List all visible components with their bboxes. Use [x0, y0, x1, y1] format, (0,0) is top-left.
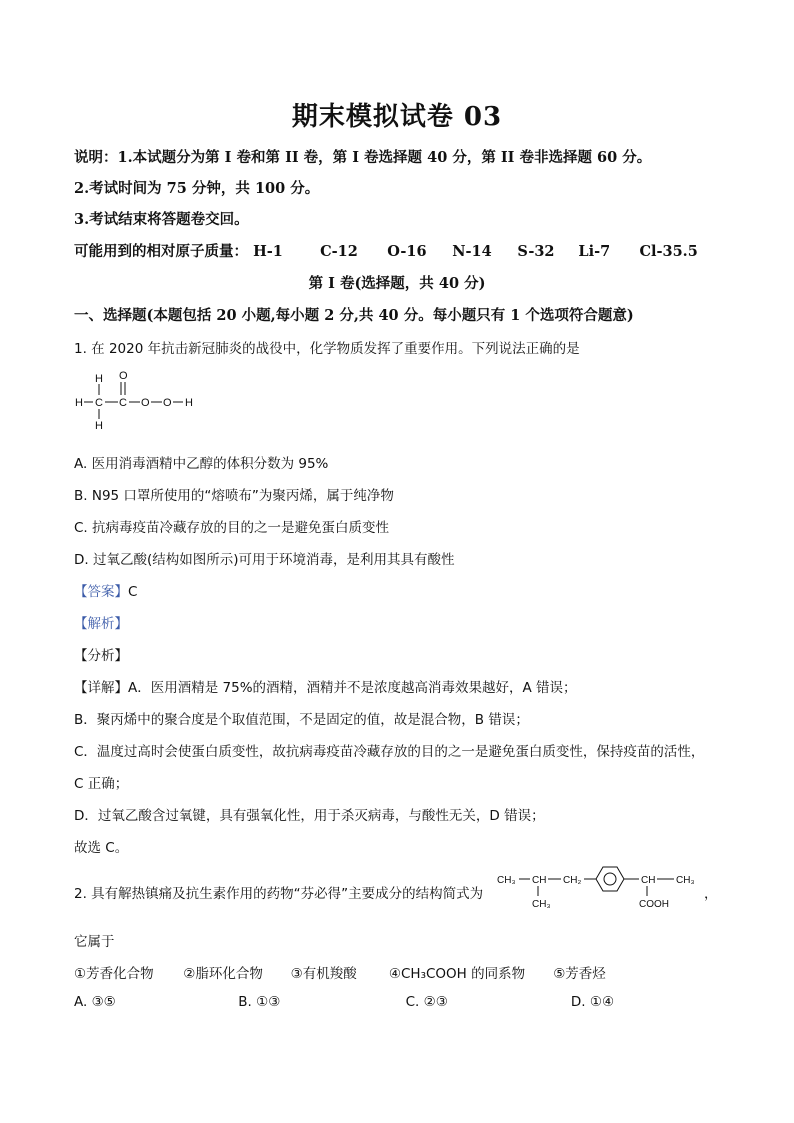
q2-choice-b: B. ①③: [238, 994, 281, 1010]
atom-o-carbonyl: O: [119, 370, 128, 382]
atomic-masses-label: 可能用到的相对原子质量：: [74, 243, 248, 260]
q1-detail-c1: C．温度过高时会使蛋白质变性，故抗病毒疫苗冷藏存放的目的之一是避免蛋白质变性，保持疫苗的活性，: [74, 744, 705, 760]
q1-detail-b: B．聚丙烯中的聚合度是个取值范围，不是固定的值，故是混合物，B 错误；: [74, 712, 529, 728]
q2-choice-a: A. ③⑤: [74, 994, 116, 1010]
mass-o: O-16: [387, 243, 427, 260]
q1-detail-d: D．过氧乙酸含过氧键，具有强氧化性，用于杀灭病毒，与酸性无关，D 错误；: [74, 808, 545, 824]
q1-option-a: A. 医用消毒酒精中乙醇的体积分数为 95%: [74, 456, 329, 472]
atomic-masses: [74, 240, 698, 261]
mass-cl: Cl-35.5: [639, 243, 698, 260]
q2-choices: [74, 994, 614, 1010]
atom-h-top: H: [95, 373, 103, 385]
atom-h-bottom: H: [95, 420, 103, 432]
mass-h: H-1: [253, 243, 283, 260]
q2-item-2: ②脂环化合物: [183, 966, 263, 982]
atom-h-left: H: [75, 397, 83, 409]
atom-c1: C: [95, 397, 103, 409]
section-heading: 一、选择题(本题包括 20 小题,每小题 2 分,共 40 分。每小题只有 1 个选项符合题意): [74, 307, 634, 324]
mass-c: C-12: [320, 243, 358, 260]
q2-stem-end: ，: [704, 886, 718, 902]
fenxi-tag: 【分析】: [74, 648, 128, 664]
ibuprofen-structure: [494, 866, 706, 916]
atom-o2: O: [163, 397, 172, 409]
label-ch3-left: CH₃: [497, 875, 516, 886]
mass-li: Li-7: [578, 243, 611, 260]
instruction-note-3: 3.考试结束将答题卷交回。: [74, 211, 249, 228]
atom-o1: O: [141, 397, 150, 409]
label-cooh: COOH: [639, 899, 669, 910]
question-2-stem-2: 它属于: [74, 934, 115, 950]
q2-item-4: ④CH₃COOH 的同系物: [388, 966, 526, 982]
analysis-tag: 【解析】: [74, 616, 128, 632]
q1-option-d: D. 过氧乙酸(结构如图所示)可用于环境消毒，是利用其具有酸性: [74, 552, 455, 568]
q2-item-3: ③有机羧酸: [290, 966, 357, 982]
detail-a-text: A．医用酒精是 75%的酒精，酒精并不是浓度越高消毒效果越好，A 错误；: [128, 680, 577, 696]
q2-item-5: ⑤芳香烃: [553, 966, 606, 982]
label-ch-alpha: CH: [641, 875, 656, 886]
q2-items: [74, 962, 606, 982]
label-ch3-right: CH₃: [676, 875, 695, 886]
q1-detail-c2: C 正确；: [74, 776, 129, 792]
instruction-note-1: 说明：1.本试题分为第 I 卷和第 II 卷，第 I 卷选择题 40 分，第 II 卷非选择题 60 分。: [74, 149, 652, 166]
q2-choice-d: D. ①④: [570, 994, 615, 1010]
detail-tag: 【详解】: [74, 680, 128, 696]
volume-heading: 第 I 卷(选择题，共 40 分): [308, 275, 486, 292]
q1-option-c: C. 抗病毒疫苗冷藏存放的目的之一是避免蛋白质变性: [74, 520, 390, 536]
question-1-stem: 1. 在 2020 年抗击新冠肺炎的战役中，化学物质发挥了重要作用。下列说法正确的是: [74, 341, 580, 357]
peracetic-acid-structure: [72, 366, 202, 432]
answer-tag: 【答案】: [74, 584, 128, 600]
label-ch3-branch: CH₃: [532, 899, 551, 910]
atom-h-end: H: [185, 397, 193, 409]
answer-value: C: [128, 584, 138, 600]
benzene-ring: [596, 867, 624, 891]
mass-n: N-14: [452, 243, 492, 260]
atom-c2: C: [119, 397, 127, 409]
q2-item-1: ①芳香化合物: [74, 966, 154, 982]
q1-option-b: B. N95 口罩所使用的“熔喷布”为聚丙烯，属于纯净物: [74, 488, 394, 504]
q1-conclusion: 故选 C。: [74, 840, 129, 856]
q1-detail-a: [74, 676, 577, 696]
question-2-stem: 2. 具有解热镇痛及抗生素作用的药物“芬必得”主要成分的结构简式为: [74, 886, 484, 902]
mass-s: S-32: [517, 243, 555, 260]
q2-choice-c: C. ②③: [405, 994, 448, 1010]
q1-answer: [74, 580, 137, 600]
label-ch2: CH₂: [563, 875, 582, 886]
page-title: 期末模拟试卷 03: [291, 102, 503, 132]
label-ch-branch: CH: [532, 875, 547, 886]
instruction-note-2: 2.考试时间为 75 分钟，共 100 分。: [74, 180, 320, 197]
